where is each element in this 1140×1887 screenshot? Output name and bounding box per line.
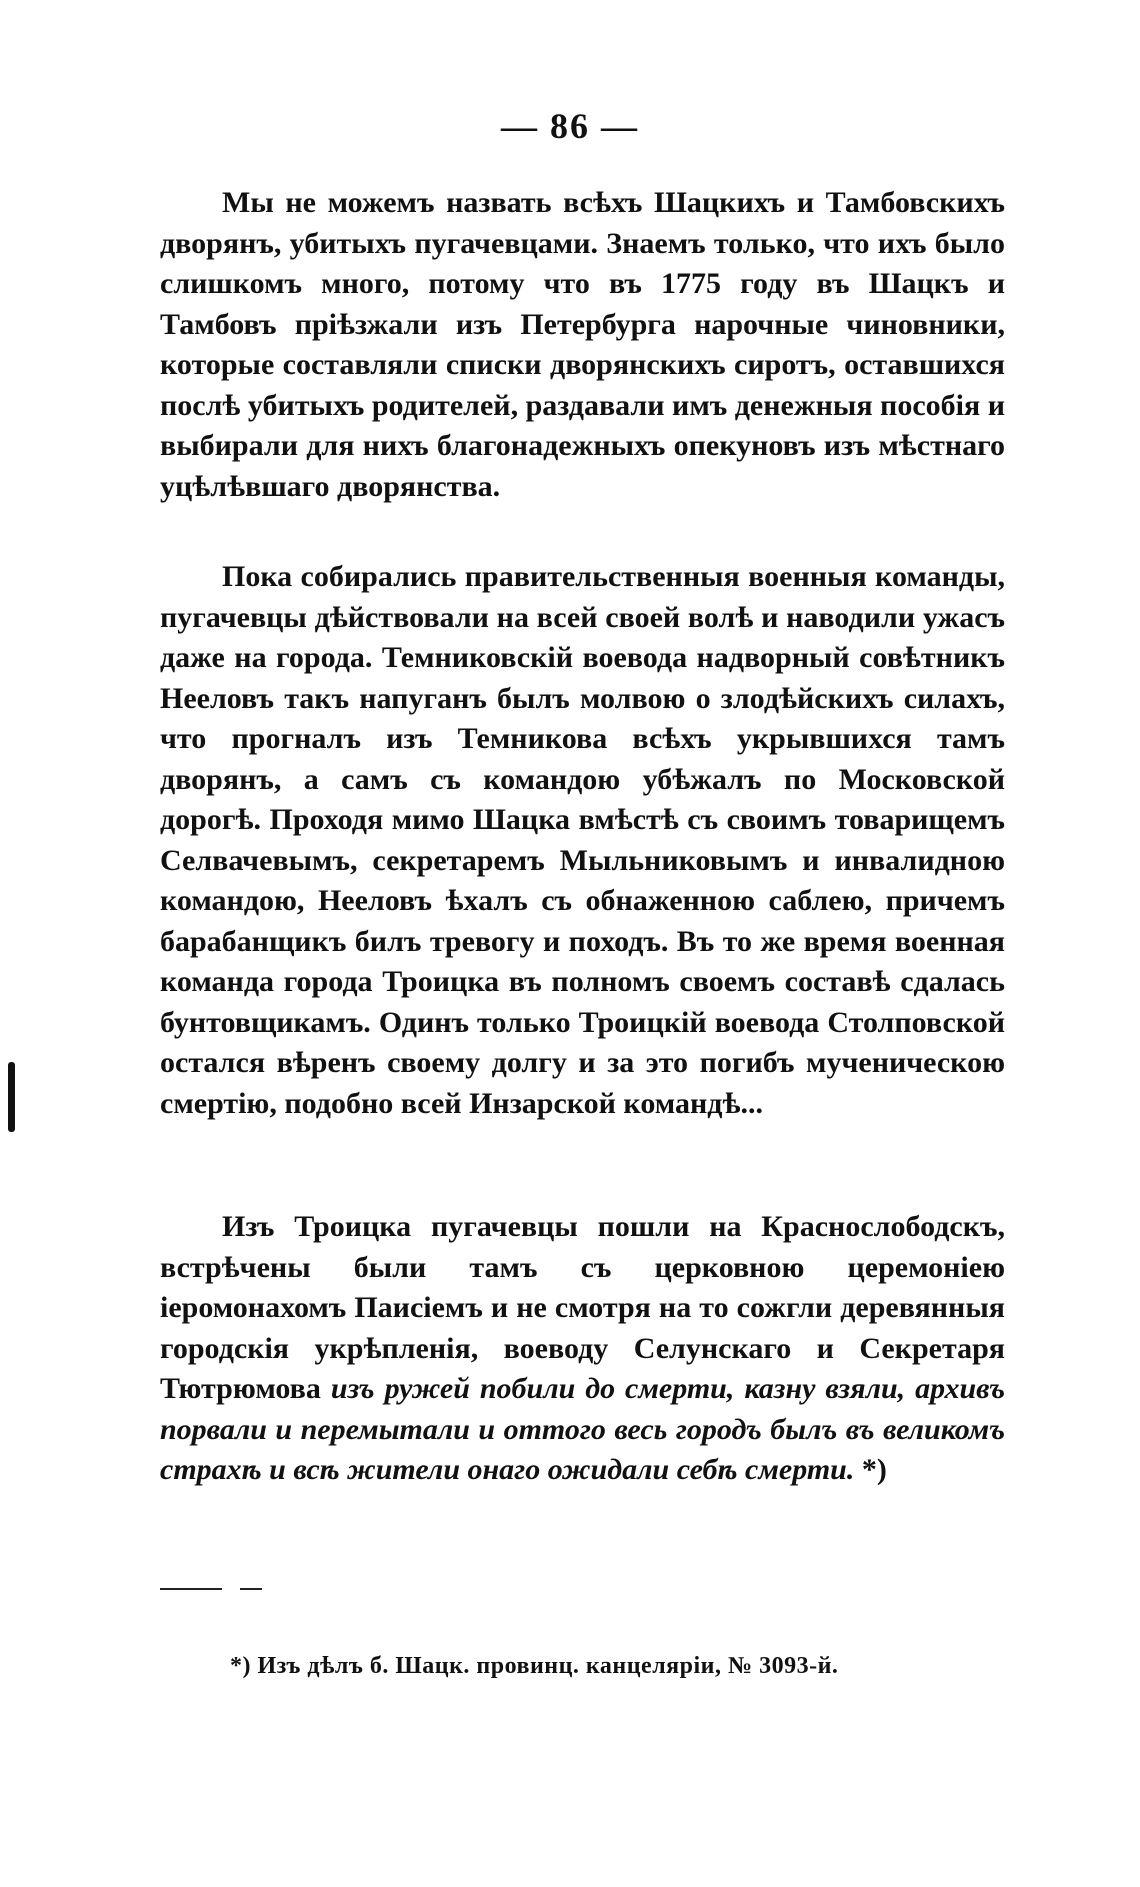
- paragraph-3-regular-text: Изъ Троицка пугачевцы пошли на Краснослободскъ, встрѣчены были тамъ съ церковною церемоніею іеромонахомъ Паисіемъ и не смотря на то сожгли деревянныя городскія укрѣпленія, воеводу Селунскаго и Секретаря Тютрюмова: [160, 1210, 1005, 1405]
- paragraph-2: Пока собирались правительственныя военныя команды, пугачевцы дѣйствовали на всей своей волѣ и наводили ужасъ даже на города. Темниковскій воевода надворный совѣтникъ Нееловъ такъ напуганъ былъ молвою о злодѣйскихъ силахъ, что прогналъ изъ Темникова всѣхъ укрывшихся тамъ дворянъ, а самъ съ командою убѣжалъ по Московской дорогѣ. Проходя мимо Шацка вмѣстѣ съ своимъ товарищемъ Селвачевымъ, секретаремъ Мыльниковымъ и инвалидною командою, Нееловъ ѣхалъ съ обнаженною саблею, причемъ барабанщикъ билъ тревогу и походъ. Въ то же время военная команда города Троицка въ полномъ своемъ составѣ сдалась бунтовщикамъ. Одинъ только Троицкій воевода Столповской остался вѣренъ своему долгу и за это погибъ мученическою смертію, подобно всей Инзарской командѣ...: [160, 560, 1005, 1120]
- footnote-separator: [160, 1588, 300, 1590]
- body-text-section-2: [160, 557, 1005, 1124]
- body-text-section-1: [160, 183, 1005, 507]
- body-text-section-3: [160, 1207, 1005, 1491]
- separator-rule-short: [240, 1588, 262, 1590]
- paragraph-1: Мы не можемъ назвать всѣхъ Шацкихъ и Тамбовскихъ дворянъ, убитыхъ пугачевцами. Знаемъ только, что ихъ было слишкомъ много, потому что въ 1775 году въ Шацкъ и Тамбовъ пріѣзжали изъ Петербурга нарочные чиновники, которые составляли списки дворянскихъ сиротъ, оставшихся послѣ убитыхъ родителей, раздавали имъ денежныя пособія и выбирали для нихъ благонадежныхъ опекуновъ изъ мѣстнаго уцѣлѣвшаго дворянства.: [160, 186, 1005, 503]
- separator-rule-long: [160, 1588, 222, 1590]
- footnote-reference-mark: *): [854, 1453, 887, 1486]
- margin-ink-mark: [8, 1062, 15, 1132]
- footnote: *) Изъ дѣлъ б. Шацк. провинц. канцеляріи, № 3093-й.: [230, 1653, 839, 1679]
- paragraph-3: [160, 1207, 1005, 1491]
- page-number: — 86 —: [501, 106, 639, 146]
- paragraph-3-quoted-italic-text: изъ ружей побили до смерти, казну взяли, архивъ порвали и перемытали и оттого весь городъ былъ въ великомъ страхѣ и всѣ жители онаго ожидали себѣ смерти.: [160, 1372, 1005, 1486]
